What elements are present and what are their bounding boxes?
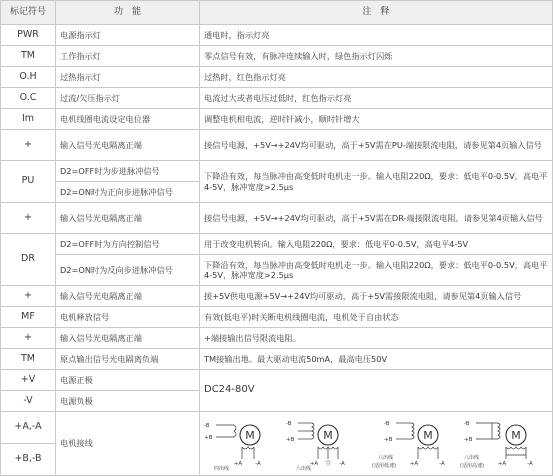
- header-function: 功 能: [56, 1, 200, 25]
- row-symbol: DR: [1, 234, 56, 286]
- row-symbol: +A,-A: [1, 412, 56, 444]
- table-row: [1, 88, 553, 109]
- svg-text:-B: -B: [286, 420, 292, 427]
- row-note: 接信号电源，+5V→+24V均可驱动，高于+5V需在PU-端接限流电阻，请参见第4页输入信号: [200, 130, 553, 161]
- row-note: 接+5V供电电源+5V→+24V均可驱动，高于+5V需接限流电阻，请参见第4页输入信号: [200, 286, 553, 307]
- row-function: 过热指示灯: [56, 67, 200, 88]
- svg-text:-A: -A: [439, 460, 445, 467]
- row-note: 下降沿有效，每当脉冲由高变低时电机走一步。输入电阻220Ω，要求：低电平0-0.5V，高电平4-5V，脉冲宽度>2.5μs: [200, 255, 553, 286]
- row-function: 电机释放信号: [56, 307, 200, 328]
- svg-text:M: M: [245, 428, 255, 442]
- svg-text:六出线: 六出线: [296, 465, 312, 472]
- row-function: 输入信号光电隔离正端: [56, 130, 200, 161]
- svg-text:+B: +B: [464, 436, 473, 443]
- svg-text:-A: -A: [255, 460, 261, 467]
- table-row: [1, 349, 553, 370]
- table-row: [1, 412, 553, 444]
- row-note: 用于改变电机转向。输入电阻220Ω，要求：低电平0-0.5V，高电平4-5V: [200, 234, 553, 255]
- row-function: 电机接线: [56, 412, 200, 476]
- row-symbol: +: [1, 203, 56, 234]
- motor-4wire: [204, 423, 261, 472]
- svg-text:-B: -B: [384, 420, 390, 427]
- svg-text:+B: +B: [204, 434, 213, 441]
- row-function: 电机线圈电流设定电位器: [56, 109, 200, 130]
- svg-text:八出线: 八出线: [464, 454, 480, 461]
- row-note: 过热时，红色指示灯亮: [200, 67, 553, 88]
- row-note: 零点信号有效，有脉冲连续输入时，绿色指示灯闪烁: [200, 46, 553, 67]
- row-symbol: Im: [1, 109, 56, 130]
- svg-text:+B: +B: [384, 436, 393, 443]
- svg-text:+A: +A: [409, 460, 419, 467]
- svg-text:+A: +A: [233, 460, 243, 467]
- table-row: [1, 370, 553, 391]
- table-row: [1, 328, 553, 349]
- row-function: 原点输出信号光电隔离负端: [56, 349, 200, 370]
- table-header-row: [1, 1, 553, 25]
- row-function: 输入信号光电隔离正端: [56, 286, 200, 307]
- row-symbol: +: [1, 328, 56, 349]
- motor-8wire-high-speed: [460, 421, 533, 469]
- row-note: DC24-80V: [200, 370, 553, 412]
- row-note: 接信号电源，+5V→+24V均可驱动，高于+5V需在DR-端接限流电阻，请参见第4页输入信号: [200, 203, 553, 234]
- svg-text:+A: +A: [309, 460, 319, 467]
- row-function: D2=OFF时为步进脉冲信号: [56, 161, 200, 182]
- row-function: 输入信号光电隔离正端: [56, 328, 200, 349]
- table-row: [1, 130, 553, 161]
- row-function: D2=ON时为反向步进脉冲信号: [56, 255, 200, 286]
- table-row: [1, 25, 553, 46]
- row-symbol: +: [1, 286, 56, 307]
- svg-text:M: M: [423, 428, 433, 442]
- row-symbol: MF: [1, 307, 56, 328]
- table-row: [1, 161, 553, 182]
- row-note: 下降沿有效，每当脉冲由高变低时电机走一步。输入电阻220Ω，要求：低电平0-0.5V，高电平4-5V，脉冲宽度>2.5μs: [200, 161, 553, 203]
- row-function: D2=OFF时为方向控制信号: [56, 234, 200, 255]
- svg-text:(适用低速): (适用低速): [372, 462, 396, 469]
- svg-text:+B: +B: [286, 436, 295, 443]
- row-symbol: PWR: [1, 25, 56, 46]
- svg-text:M: M: [511, 428, 521, 442]
- row-function: D2=ON时为正向步进脉冲信号: [56, 182, 200, 203]
- svg-text:+A: +A: [497, 460, 507, 467]
- row-symbol: +B,-B: [1, 444, 56, 476]
- table-row: [1, 203, 553, 234]
- row-note: 电流过大或者电压过低时，红色指示灯亮: [200, 88, 553, 109]
- table-row: [1, 67, 553, 88]
- row-note: 有效(低电平)时关断电机线圈电流，电机处于自由状态: [200, 307, 553, 328]
- header-symbol: 标记符号: [1, 1, 56, 25]
- row-symbol: PU: [1, 161, 56, 203]
- motor-8wire-low-speed: [372, 421, 445, 469]
- row-symbol: TM: [1, 46, 56, 67]
- row-note: 通电时，指示灯亮: [200, 25, 553, 46]
- row-symbol: O.H: [1, 67, 56, 88]
- table-row: [1, 286, 553, 307]
- row-symbol: +: [1, 130, 56, 161]
- row-function: 工作指示灯: [56, 46, 200, 67]
- row-function: 输入信号光电隔离正端: [56, 203, 200, 234]
- svg-text:M: M: [323, 428, 333, 442]
- svg-text:-A: -A: [527, 460, 533, 467]
- row-function: 电源指示灯: [56, 25, 200, 46]
- table-row: [1, 234, 553, 255]
- row-symbol: -V: [1, 391, 56, 412]
- table-row: [1, 109, 553, 130]
- table-row: [1, 307, 553, 328]
- row-function: 电源正极: [56, 370, 200, 391]
- table-row: [1, 255, 553, 286]
- svg-text:(适用高速): (适用高速): [460, 462, 484, 469]
- table-row: [1, 46, 553, 67]
- row-function: 电源负极: [56, 391, 200, 412]
- row-function: 过流/欠压指示灯: [56, 88, 200, 109]
- row-note: TM接输出地。最大驱动电流50mA，最高电压50V: [200, 349, 553, 370]
- motor-wiring-cell: [200, 412, 553, 476]
- svg-text:四出线: 四出线: [214, 465, 230, 472]
- motor-wiring-diagram: [202, 415, 548, 473]
- row-note: +端接输出信号限流电阻。: [200, 328, 553, 349]
- svg-text:-B: -B: [204, 422, 210, 429]
- svg-text:-A: -A: [339, 460, 345, 467]
- svg-text:空: 空: [325, 460, 331, 467]
- svg-text:-B: -B: [464, 420, 470, 427]
- row-note: 调整电机相电流，逆时针减小，顺时针增大: [200, 109, 553, 130]
- svg-text:八出线: 八出线: [378, 454, 394, 461]
- motor-6wire: [286, 421, 345, 472]
- header-note: 注 释: [200, 1, 553, 25]
- row-symbol: TM: [1, 349, 56, 370]
- row-symbol: +V: [1, 370, 56, 391]
- row-symbol: O.C: [1, 88, 56, 109]
